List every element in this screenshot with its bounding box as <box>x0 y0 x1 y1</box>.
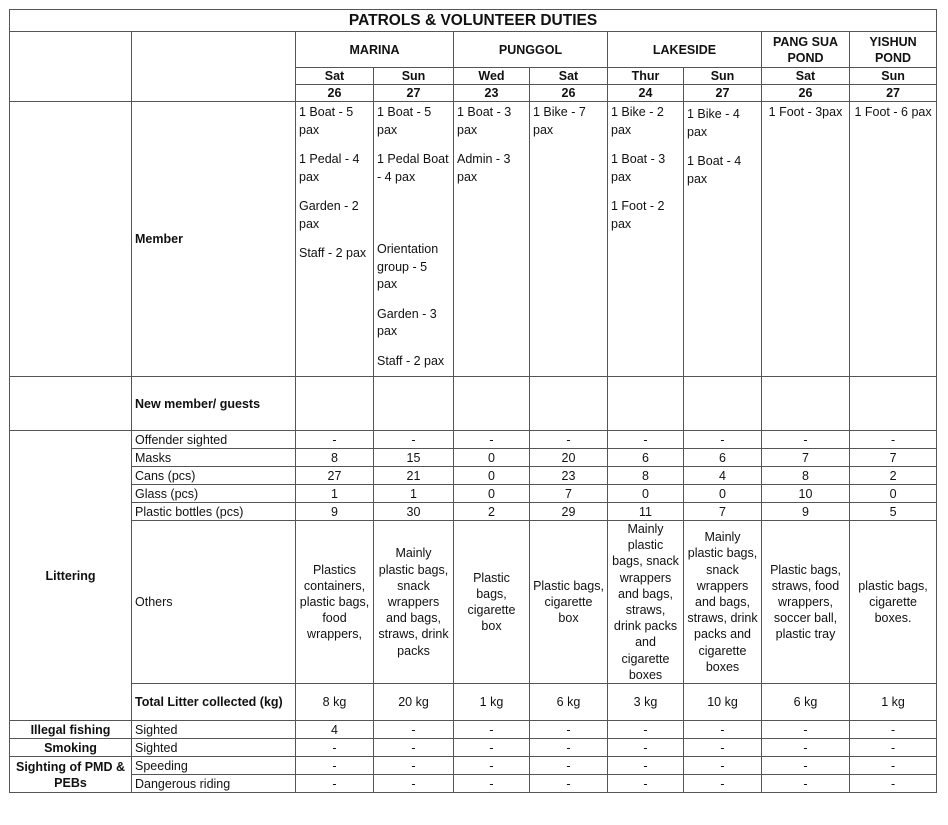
others-cell: Plastic bags, cigarette box <box>530 521 608 684</box>
value-cell: 2 <box>850 467 937 485</box>
value-cell: 0 <box>608 485 684 503</box>
total-label: Total Litter collected (kg) <box>132 684 296 721</box>
value-cell: - <box>296 757 374 775</box>
date-cell: 27 <box>850 85 937 102</box>
member-cell <box>374 102 454 377</box>
others-cell: Mainly plastic bags, snack wrappers and bags, straws, drink packs and cigarette boxes <box>608 521 684 684</box>
littering-sub-label: Masks <box>132 449 296 467</box>
value-cell: - <box>850 721 937 739</box>
date-cell: 26 <box>296 85 374 102</box>
location-lakeside: LAKESIDE <box>608 32 762 68</box>
member-entry: Garden - 3 pax <box>377 306 437 338</box>
illegal-fishing-sub-label: Sighted <box>132 721 296 739</box>
value-cell: 15 <box>374 449 454 467</box>
value-cell: 8 <box>296 449 374 467</box>
littering-sub-label: Plastic bottles (pcs) <box>132 503 296 521</box>
total-cell: 1 kg <box>454 684 530 721</box>
littering-row <box>10 485 937 503</box>
others-cell: Plastic bags, straws, food wrappers, soccer ball, plastic tray <box>762 521 850 684</box>
value-cell: 1 <box>374 485 454 503</box>
day-cell: Sun <box>374 68 454 85</box>
value-cell: - <box>530 721 608 739</box>
member-entry: 1 Boat - 5 pax <box>299 105 354 137</box>
value-cell: 0 <box>850 485 937 503</box>
day-cell: Thur <box>608 68 684 85</box>
others-cell: Mainly plastic bags, snack wrappers and bags, straws, drink packs <box>374 521 454 684</box>
value-cell: - <box>850 431 937 449</box>
value-cell: 10 <box>762 485 850 503</box>
date-cell: 23 <box>454 85 530 102</box>
value-cell: 5 <box>850 503 937 521</box>
littering-row <box>10 503 937 521</box>
day-cell: Sat <box>762 68 850 85</box>
new-members-cell <box>454 377 530 431</box>
littering-row <box>10 467 937 485</box>
member-entry: Garden - 2 pax <box>299 199 359 231</box>
value-cell: 9 <box>762 503 850 521</box>
value-cell: 7 <box>684 503 762 521</box>
others-cell: Plastic bags, cigarette box <box>454 521 530 684</box>
value-cell: - <box>608 757 684 775</box>
smoking-sub-label: Sighted <box>132 739 296 757</box>
new-members-cell <box>608 377 684 431</box>
value-cell: - <box>762 431 850 449</box>
value-cell: - <box>454 431 530 449</box>
member-entry: Orientation group - 5 pax <box>377 242 439 291</box>
member-cell <box>296 102 374 377</box>
total-cell: 20 kg <box>374 684 454 721</box>
value-cell: - <box>530 757 608 775</box>
littering-total-row <box>10 684 937 721</box>
total-cell: 6 kg <box>530 684 608 721</box>
member-cell <box>530 102 608 377</box>
member-entry: 1 Boat - 3 pax <box>611 152 666 184</box>
total-cell: 6 kg <box>762 684 850 721</box>
total-cell: 1 kg <box>850 684 937 721</box>
value-cell: - <box>296 431 374 449</box>
value-cell: - <box>684 775 762 793</box>
littering-row <box>10 449 937 467</box>
member-entry: Admin - 3 pax <box>457 152 511 184</box>
member-cell <box>608 102 684 377</box>
value-cell: 0 <box>454 485 530 503</box>
value-cell: 1 <box>296 485 374 503</box>
page-title: PATROLS & VOLUNTEER DUTIES <box>10 10 937 32</box>
value-cell: - <box>850 775 937 793</box>
pmd-sub-label: Dangerous riding <box>132 775 296 793</box>
new-members-cell <box>530 377 608 431</box>
member-entry: 1 Boat - 5 pax <box>377 105 432 137</box>
value-cell: 9 <box>296 503 374 521</box>
date-cell: 26 <box>530 85 608 102</box>
value-cell: 7 <box>530 485 608 503</box>
value-cell: 6 <box>684 449 762 467</box>
value-cell: - <box>374 721 454 739</box>
littering-others-row <box>10 521 937 684</box>
duties-sheet <box>9 9 936 793</box>
member-entry: Staff - 2 pax <box>299 246 367 260</box>
value-cell: 11 <box>608 503 684 521</box>
pmd-row <box>10 757 937 775</box>
illegal-fishing-label: Illegal fishing <box>10 721 132 739</box>
member-entry: 1 Foot - 3pax <box>768 105 843 119</box>
member-entry: 1 Bike - 4 pax <box>687 107 740 139</box>
value-cell: - <box>296 739 374 757</box>
member-blank <box>10 102 132 377</box>
member-entry: 1 Pedal - 4 pax <box>299 152 360 184</box>
day-cell: Sat <box>530 68 608 85</box>
title-row <box>10 10 937 32</box>
value-cell: 29 <box>530 503 608 521</box>
value-cell: 0 <box>454 449 530 467</box>
day-cell: Sat <box>296 68 374 85</box>
value-cell: - <box>454 721 530 739</box>
member-cell <box>684 102 762 377</box>
littering-sub-label: Others <box>132 521 296 684</box>
value-cell: 20 <box>530 449 608 467</box>
value-cell: 8 <box>762 467 850 485</box>
location-marina: MARINA <box>296 32 454 68</box>
new-members-cell <box>296 377 374 431</box>
header-blank-b <box>132 32 296 102</box>
member-cell <box>762 102 850 377</box>
value-cell: 4 <box>296 721 374 739</box>
member-entry: 1 Pedal Boat - 4 pax <box>377 152 449 184</box>
date-cell: 24 <box>608 85 684 102</box>
value-cell: - <box>762 757 850 775</box>
duties-table <box>9 9 937 793</box>
littering-sub-label: Offender sighted <box>132 431 296 449</box>
location-row <box>10 32 937 68</box>
illegal-fishing-row <box>10 721 937 739</box>
value-cell: - <box>454 757 530 775</box>
value-cell: - <box>454 739 530 757</box>
value-cell: 27 <box>296 467 374 485</box>
smoking-row <box>10 739 937 757</box>
value-cell: 30 <box>374 503 454 521</box>
smoking-label: Smoking <box>10 739 132 757</box>
littering-sub-label: Cans (pcs) <box>132 467 296 485</box>
header-blank-a <box>10 32 132 102</box>
others-cell: plastic bags, cigarette boxes. <box>850 521 937 684</box>
others-cell: Mainly plastic bags, snack wrappers and bags, straws, drink packs and cigarette boxes <box>684 521 762 684</box>
member-cell <box>850 102 937 377</box>
value-cell: 8 <box>608 467 684 485</box>
value-cell: 6 <box>608 449 684 467</box>
day-cell: Sun <box>850 68 937 85</box>
littering-label: Littering <box>10 431 132 721</box>
member-entry: Staff - 2 pax <box>377 353 445 368</box>
value-cell: - <box>608 431 684 449</box>
value-cell: 7 <box>850 449 937 467</box>
member-entry: 1 Boat - 4 pax <box>687 154 742 186</box>
member-entry: 1 Boat - 3 pax <box>457 105 512 137</box>
value-cell: 7 <box>762 449 850 467</box>
location-pang-sua-pond: PANG SUA POND <box>762 32 850 68</box>
day-cell: Sun <box>684 68 762 85</box>
value-cell: - <box>684 431 762 449</box>
pmd-label: Sighting of PMD & PEBs <box>10 757 132 793</box>
member-row <box>10 102 937 377</box>
new-members-cell <box>850 377 937 431</box>
value-cell: - <box>530 775 608 793</box>
value-cell: - <box>762 739 850 757</box>
total-cell: 3 kg <box>608 684 684 721</box>
value-cell: - <box>762 775 850 793</box>
value-cell: - <box>374 739 454 757</box>
value-cell: - <box>296 775 374 793</box>
value-cell: - <box>684 739 762 757</box>
new-members-blank <box>10 377 132 431</box>
value-cell: - <box>608 721 684 739</box>
total-cell: 8 kg <box>296 684 374 721</box>
value-cell: 4 <box>684 467 762 485</box>
member-entry: 1 Foot - 6 pax <box>854 105 932 119</box>
new-members-cell <box>374 377 454 431</box>
pmd-row <box>10 775 937 793</box>
member-label: Member <box>132 102 296 377</box>
value-cell: - <box>454 775 530 793</box>
others-cell: Plastics containers, plastic bags, food wrappers, <box>296 521 374 684</box>
littering-row <box>10 431 937 449</box>
value-cell: - <box>850 739 937 757</box>
value-cell: 21 <box>374 467 454 485</box>
littering-sub-label: Glass (pcs) <box>132 485 296 503</box>
location-yishun-pond: YISHUN POND <box>850 32 937 68</box>
value-cell: - <box>608 775 684 793</box>
value-cell: - <box>530 431 608 449</box>
member-entry: 1 Bike - 7 pax <box>533 105 586 137</box>
value-cell: - <box>530 739 608 757</box>
total-cell: 10 kg <box>684 684 762 721</box>
member-cell <box>454 102 530 377</box>
date-cell: 27 <box>374 85 454 102</box>
value-cell: - <box>374 431 454 449</box>
member-entry: 1 Foot - 2 pax <box>611 199 665 231</box>
value-cell: - <box>684 757 762 775</box>
date-cell: 26 <box>762 85 850 102</box>
location-punggol: PUNGGOL <box>454 32 608 68</box>
value-cell: 23 <box>530 467 608 485</box>
member-entry: 1 Bike - 2 pax <box>611 105 664 137</box>
value-cell: - <box>762 721 850 739</box>
new-members-label: New member/ guests <box>132 377 296 431</box>
date-cell: 27 <box>684 85 762 102</box>
value-cell: 2 <box>454 503 530 521</box>
pmd-sub-label: Speeding <box>132 757 296 775</box>
new-members-cell <box>762 377 850 431</box>
value-cell: - <box>850 757 937 775</box>
value-cell: - <box>684 721 762 739</box>
new-members-cell <box>684 377 762 431</box>
new-members-row <box>10 377 937 431</box>
value-cell: 0 <box>684 485 762 503</box>
value-cell: - <box>374 757 454 775</box>
day-cell: Wed <box>454 68 530 85</box>
value-cell: 0 <box>454 467 530 485</box>
value-cell: - <box>608 739 684 757</box>
value-cell: - <box>374 775 454 793</box>
